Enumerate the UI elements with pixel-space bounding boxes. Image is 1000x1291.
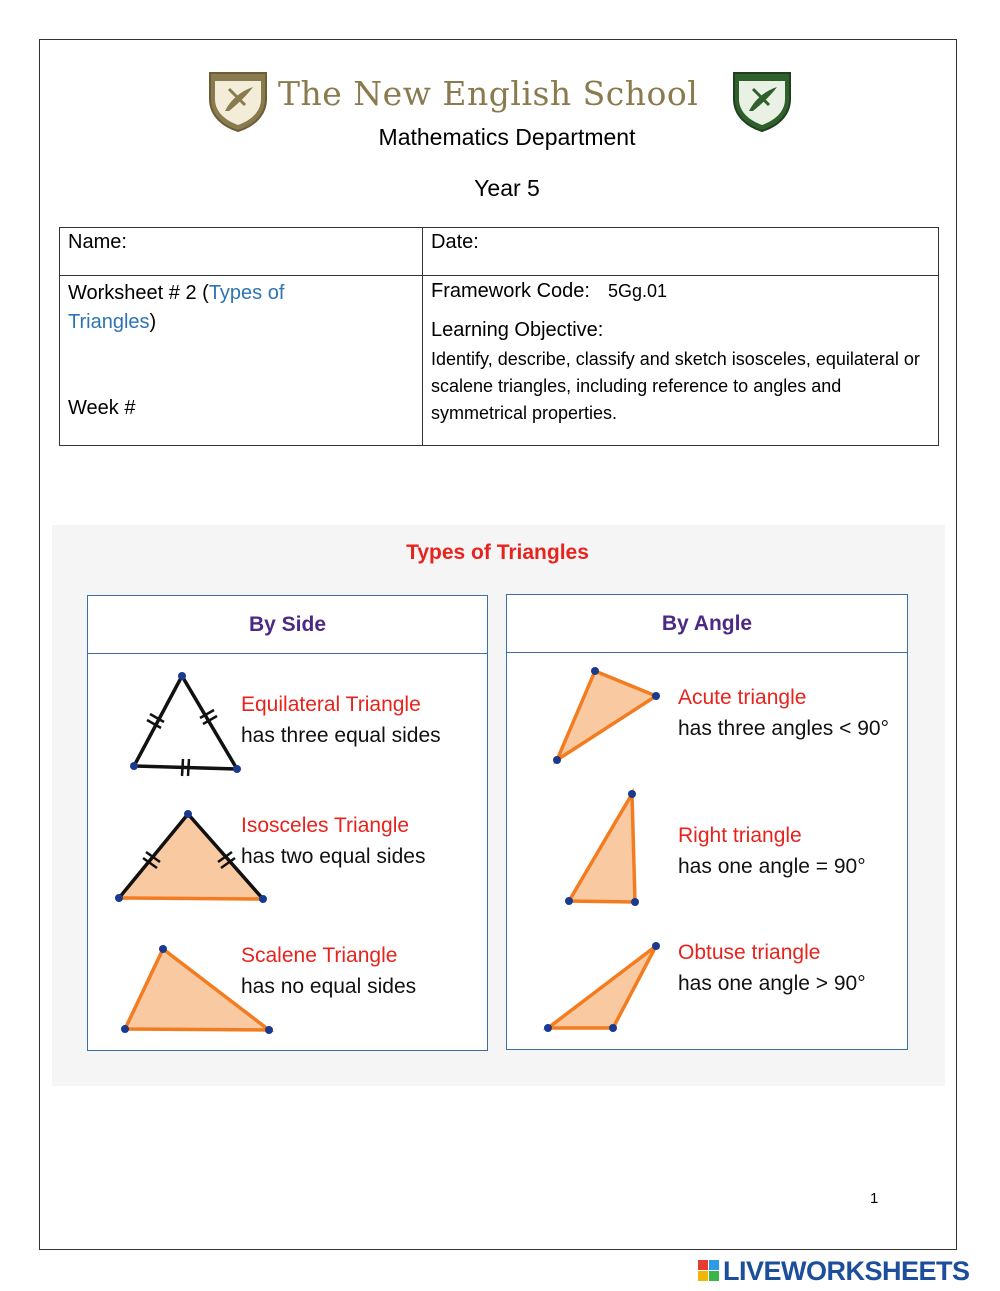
acute-name: Acute triangle bbox=[678, 686, 807, 709]
worksheet-cell bbox=[60, 276, 423, 446]
date-label: Date: bbox=[431, 231, 479, 253]
acute-triangle-drawing bbox=[553, 667, 660, 764]
obtuse-triangle-drawing bbox=[544, 942, 660, 1032]
scalene-name: Scalene Triangle bbox=[241, 944, 398, 967]
by-side-box bbox=[87, 595, 488, 1051]
framework-label: Framework Code: bbox=[431, 280, 590, 302]
scalene-desc: has no equal sides bbox=[241, 975, 417, 998]
equilateral-triangle-drawing bbox=[130, 672, 241, 776]
liveworksheets-logo[interactable] bbox=[697, 1258, 993, 1284]
date-cell[interactable] bbox=[423, 228, 939, 276]
framework-cell bbox=[423, 276, 939, 446]
figure-title: Types of Triangles bbox=[406, 541, 589, 564]
by-side-heading: By Side bbox=[88, 596, 487, 654]
isosceles-name: Isosceles Triangle bbox=[241, 814, 410, 837]
objective-label: Learning Objective: bbox=[431, 319, 604, 341]
week-label: Week # bbox=[68, 397, 136, 419]
objective-text: Identify, describe, classify and sketch isosceles, equilateral or scalene triangles, including reference to angles and symmetrical properties. bbox=[431, 349, 920, 423]
year-title: Year 5 bbox=[474, 175, 540, 201]
by-angle-box bbox=[506, 594, 908, 1050]
obtuse-name: Obtuse triangle bbox=[678, 941, 821, 964]
worksheet-title: Worksheet # 2 (Types of Triangles) bbox=[68, 282, 285, 333]
liveworksheets-icon bbox=[697, 1258, 721, 1284]
school-name: The New English School bbox=[278, 74, 699, 113]
isosceles-desc: has two equal sides bbox=[241, 845, 426, 868]
name-label: Name: bbox=[68, 231, 127, 253]
framework-code: 5Gg.01 bbox=[607, 281, 667, 301]
equilateral-desc: has three equal sides bbox=[241, 724, 441, 747]
page-number: 1 bbox=[870, 1190, 879, 1207]
name-cell[interactable] bbox=[60, 228, 423, 276]
right-desc: has one angle = 90° bbox=[678, 855, 866, 878]
right-name: Right triangle bbox=[678, 824, 802, 847]
liveworksheets-text: LIVEWORKSHEETS bbox=[723, 1256, 970, 1286]
by-angle-heading: By Angle bbox=[507, 595, 907, 653]
triangles-figure bbox=[52, 525, 945, 1086]
acute-desc: has three angles < 90° bbox=[678, 717, 889, 740]
right-triangle-drawing bbox=[565, 790, 639, 906]
obtuse-desc: has one angle > 90° bbox=[678, 972, 866, 995]
equilateral-name: Equilateral Triangle bbox=[241, 693, 421, 716]
info-table bbox=[59, 227, 939, 446]
department-title: Mathematics Department bbox=[378, 124, 636, 150]
worksheet-topic: Types of Triangles bbox=[68, 282, 285, 333]
